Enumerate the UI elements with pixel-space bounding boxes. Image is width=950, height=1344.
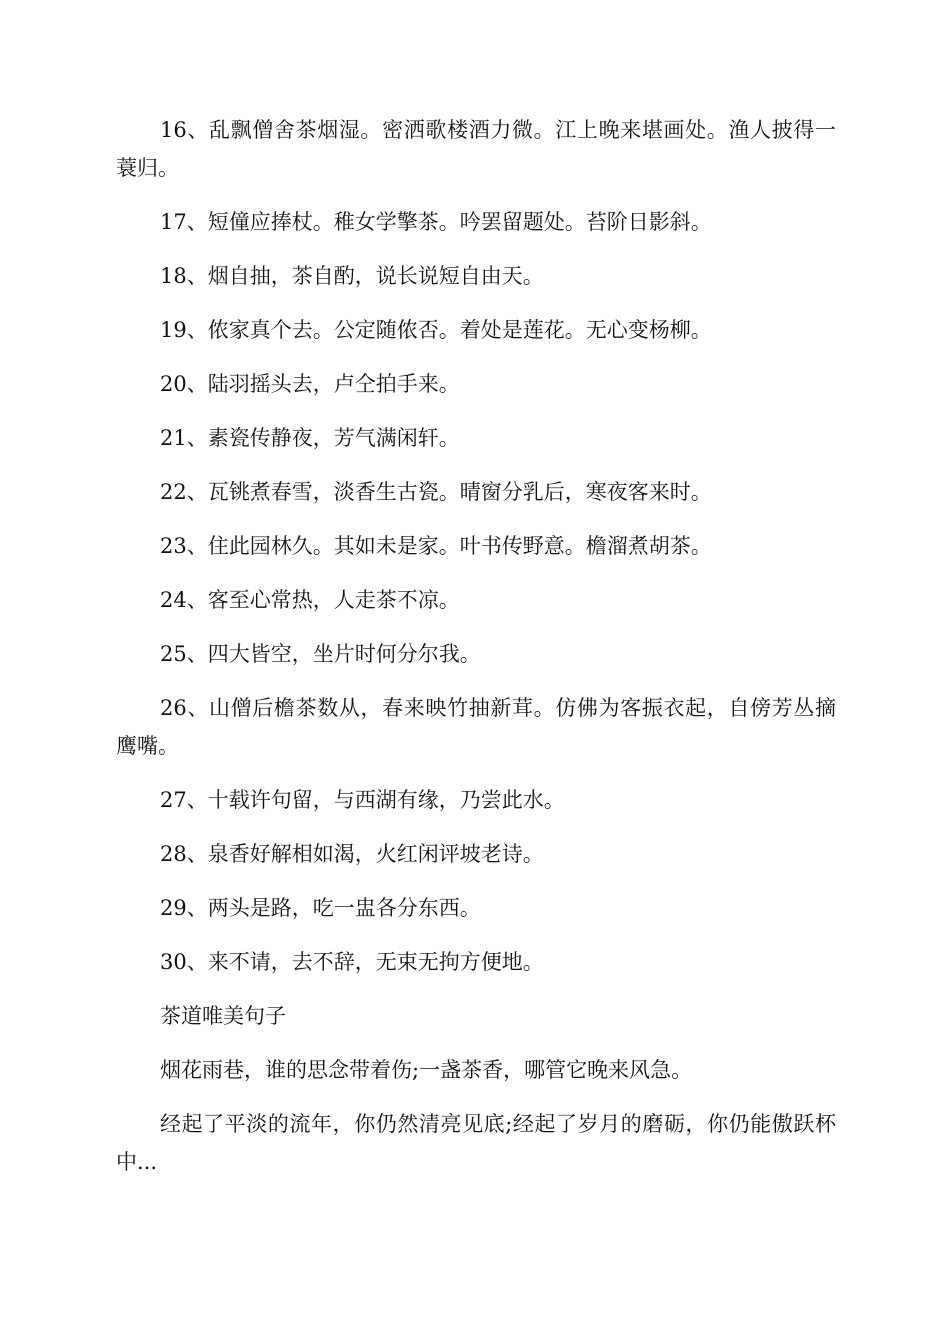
verse-22: 22、瓦铫煮春雪，淡香生古瓷。晴窗分乳后，寒夜客来时。	[160, 480, 712, 504]
section-heading: 茶道唯美句子	[160, 1004, 286, 1028]
verse-21: 21、素瓷传静夜，芳气满闲轩。	[160, 426, 460, 450]
verse-30: 30、来不请，去不辞，无束无拘方便地。	[160, 950, 544, 974]
body-paragraph: 烟花雨巷，谁的思念带着伤;一盏茶香，哪管它晚来风急。	[160, 1058, 693, 1082]
verse-19: 19、侬家真个去。公定随侬否。着处是莲花。无心变杨柳。	[160, 318, 712, 342]
verse-28: 28、泉香好解相如渴，火红闲评坡老诗。	[160, 842, 544, 866]
verse-24: 24、客至心常热，人走茶不凉。	[160, 588, 460, 612]
verse-18: 18、烟自抽，茶自酌，说长说短自由天。	[160, 264, 544, 288]
verse-20: 20、陆羽摇头去，卢仝拍手来。	[160, 372, 460, 396]
document-body	[116, 111, 836, 1197]
verse-17: 17、短僮应捧杖。稚女学擎茶。吟罢留题处。苔阶日影斜。	[160, 210, 712, 234]
verse-29: 29、两头是路，吃一盅各分东西。	[160, 896, 481, 920]
verse-23: 23、住此园林久。其如未是家。叶书传野意。檐溜煮胡茶。	[160, 534, 712, 558]
verse-25: 25、四大皆空，坐片时何分尔我。	[160, 642, 481, 666]
verse-26: 26、山僧后檐茶数从，春来映竹抽新茸。仿佛为客振衣起，自傍芳丛摘鹰嘴。	[116, 696, 836, 758]
verse-16: 16、乱飘僧舍茶烟湿。密洒歌楼酒力微。江上晚来堪画处。渔人披得一蓑归。	[116, 118, 836, 180]
verse-27: 27、十载许句留，与西湖有缘，乃尝此水。	[160, 788, 565, 812]
body-paragraph: 经起了平淡的流年，你仍然清亮见底;经起了岁月的磨砺，你仍能傲跃杯中...	[116, 1112, 836, 1174]
